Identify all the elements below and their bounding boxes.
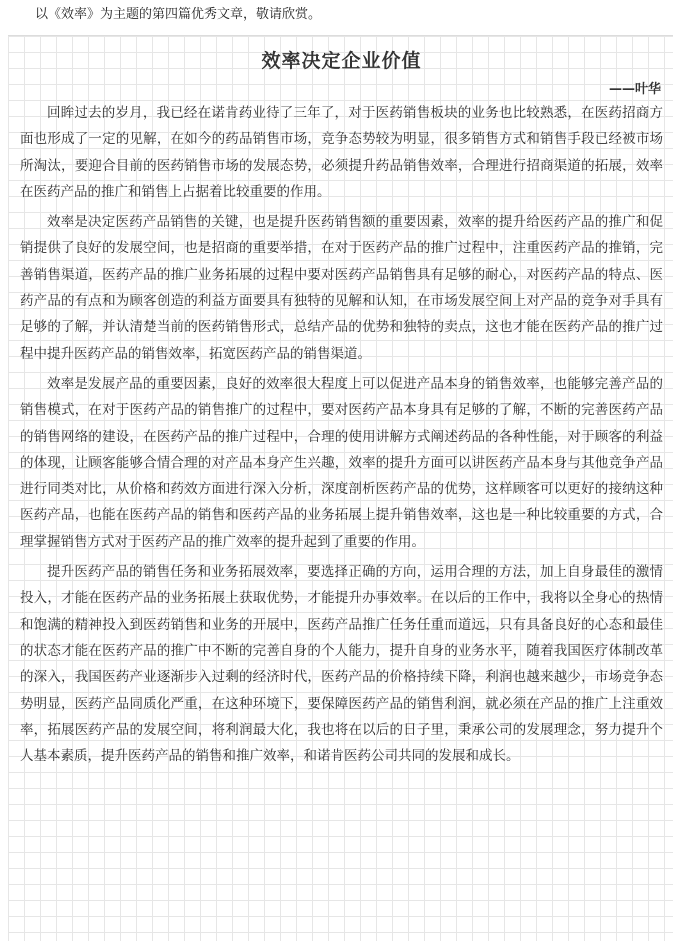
article-author: ——叶华 xyxy=(608,82,661,97)
article-paragraph: 效率是决定医药产品销售的关键，也是提升医药销售额的重要因素，效率的提升给医药产品的推广和促销提供了良好的发展空间，也是招商的重要举措，在对于医药产品的推广过程中，注重医药产品的推销，完善销售渠道，医药产品的推广业务拓展的过程中要对医药产品销售具有足够的耐心，对医药产品的特点、医药产品的有点和为顾客创造的利益方面要具有独特的见解和认知，在市场发展空间上对产品的竞争对手具有足够的了解，并认清楚当前的医药销售形式，总结产品的优势和独特的卖点，这也才能在医药产品的推广过程中提升医药产品的销售效率，拓宽医药产品的销售渠道。 xyxy=(20,214,663,362)
article-paragraph: 提升医药产品的销售任务和业务拓展效率，要选择正确的方向，运用合理的方法，加上自身最佳的激情投入，才能在医药产品的业务拓展上获取优势，才能提升办事效率。在以后的工作中，我将以全身心的热情和饱满的精神投入到医药销售和业务的开展中，医药产品推广任务任重而道远，只有具备良好的心态和最佳的状态才能在医药产品的推广中不断的完善自身的个人能力，提升自身的业务水平，随着我国医疗体制改革的深入，我国医药产业逐渐步入过剩的经济时代，医药产品的价格持续下降，利润也越来越少，市场竞争态势明显，医药产品同质化严重，在这种环境下，要保障医药产品的销售利润，就必须在产品的推广上注重效率，拓展医药产品的发展空间，将利润最大化，我也将在以后的日子里，秉承公司的发展理念，努力提升个人基本素质，提升医药产品的销售和推广效率，和诺肯医药公司共同的发展和成长。 xyxy=(20,564,663,765)
article-paragraph: 回眸过去的岁月，我已经在诺肯药业待了三年了，对于医药销售板块的业务也比较熟悉，在医药招商方面也形成了一定的见解，在如今的药品销售市场，竞争态势较为明显，很多销售方式和销售手段已经被市场所淘汰，要迎合目前的医药销售市场的发展态势，必须提升药品销售效率，合理进行招商渠道的拓展，效率在医药产品的推广和销售上占据着比较重要的作用。 xyxy=(20,105,663,200)
article-paragraph: 效率是发展产品的重要因素，良好的效率很大程度上可以促进产品本身的销售效率，也能够完善产品的销售模式，在对于医药产品的销售推广的过程中，要对医药产品本身具有足够的了解，不断的完善医药产品的销售网络的建设，在医药产品的推广过程中，合理的使用讲解方式阐述药品的各种性能，对于顾客的利益的体现，让顾客能够合情合理的对产品本身产生兴趣，效率的提升方面可以讲医药产品本身与其他竞争产品进行同类对比，从价格和药效方面进行深入分析，深度剖析医药产品的优势，这样顾客可以更好的接纳这种医药产品，也能在医药产品的销售和医药产品的业务拓展上提升销售效率，这也是一种比较重要的方式，合理掌握销售方式对于医药产品的推广效率的提升起到了重要的作用。 xyxy=(20,375,663,550)
article-title: 效率决定企业价值 xyxy=(261,50,422,72)
intro-text: 以《效率》为主题的第四篇优秀文章，敬请欣赏。 xyxy=(35,7,322,22)
article-container xyxy=(8,35,673,941)
